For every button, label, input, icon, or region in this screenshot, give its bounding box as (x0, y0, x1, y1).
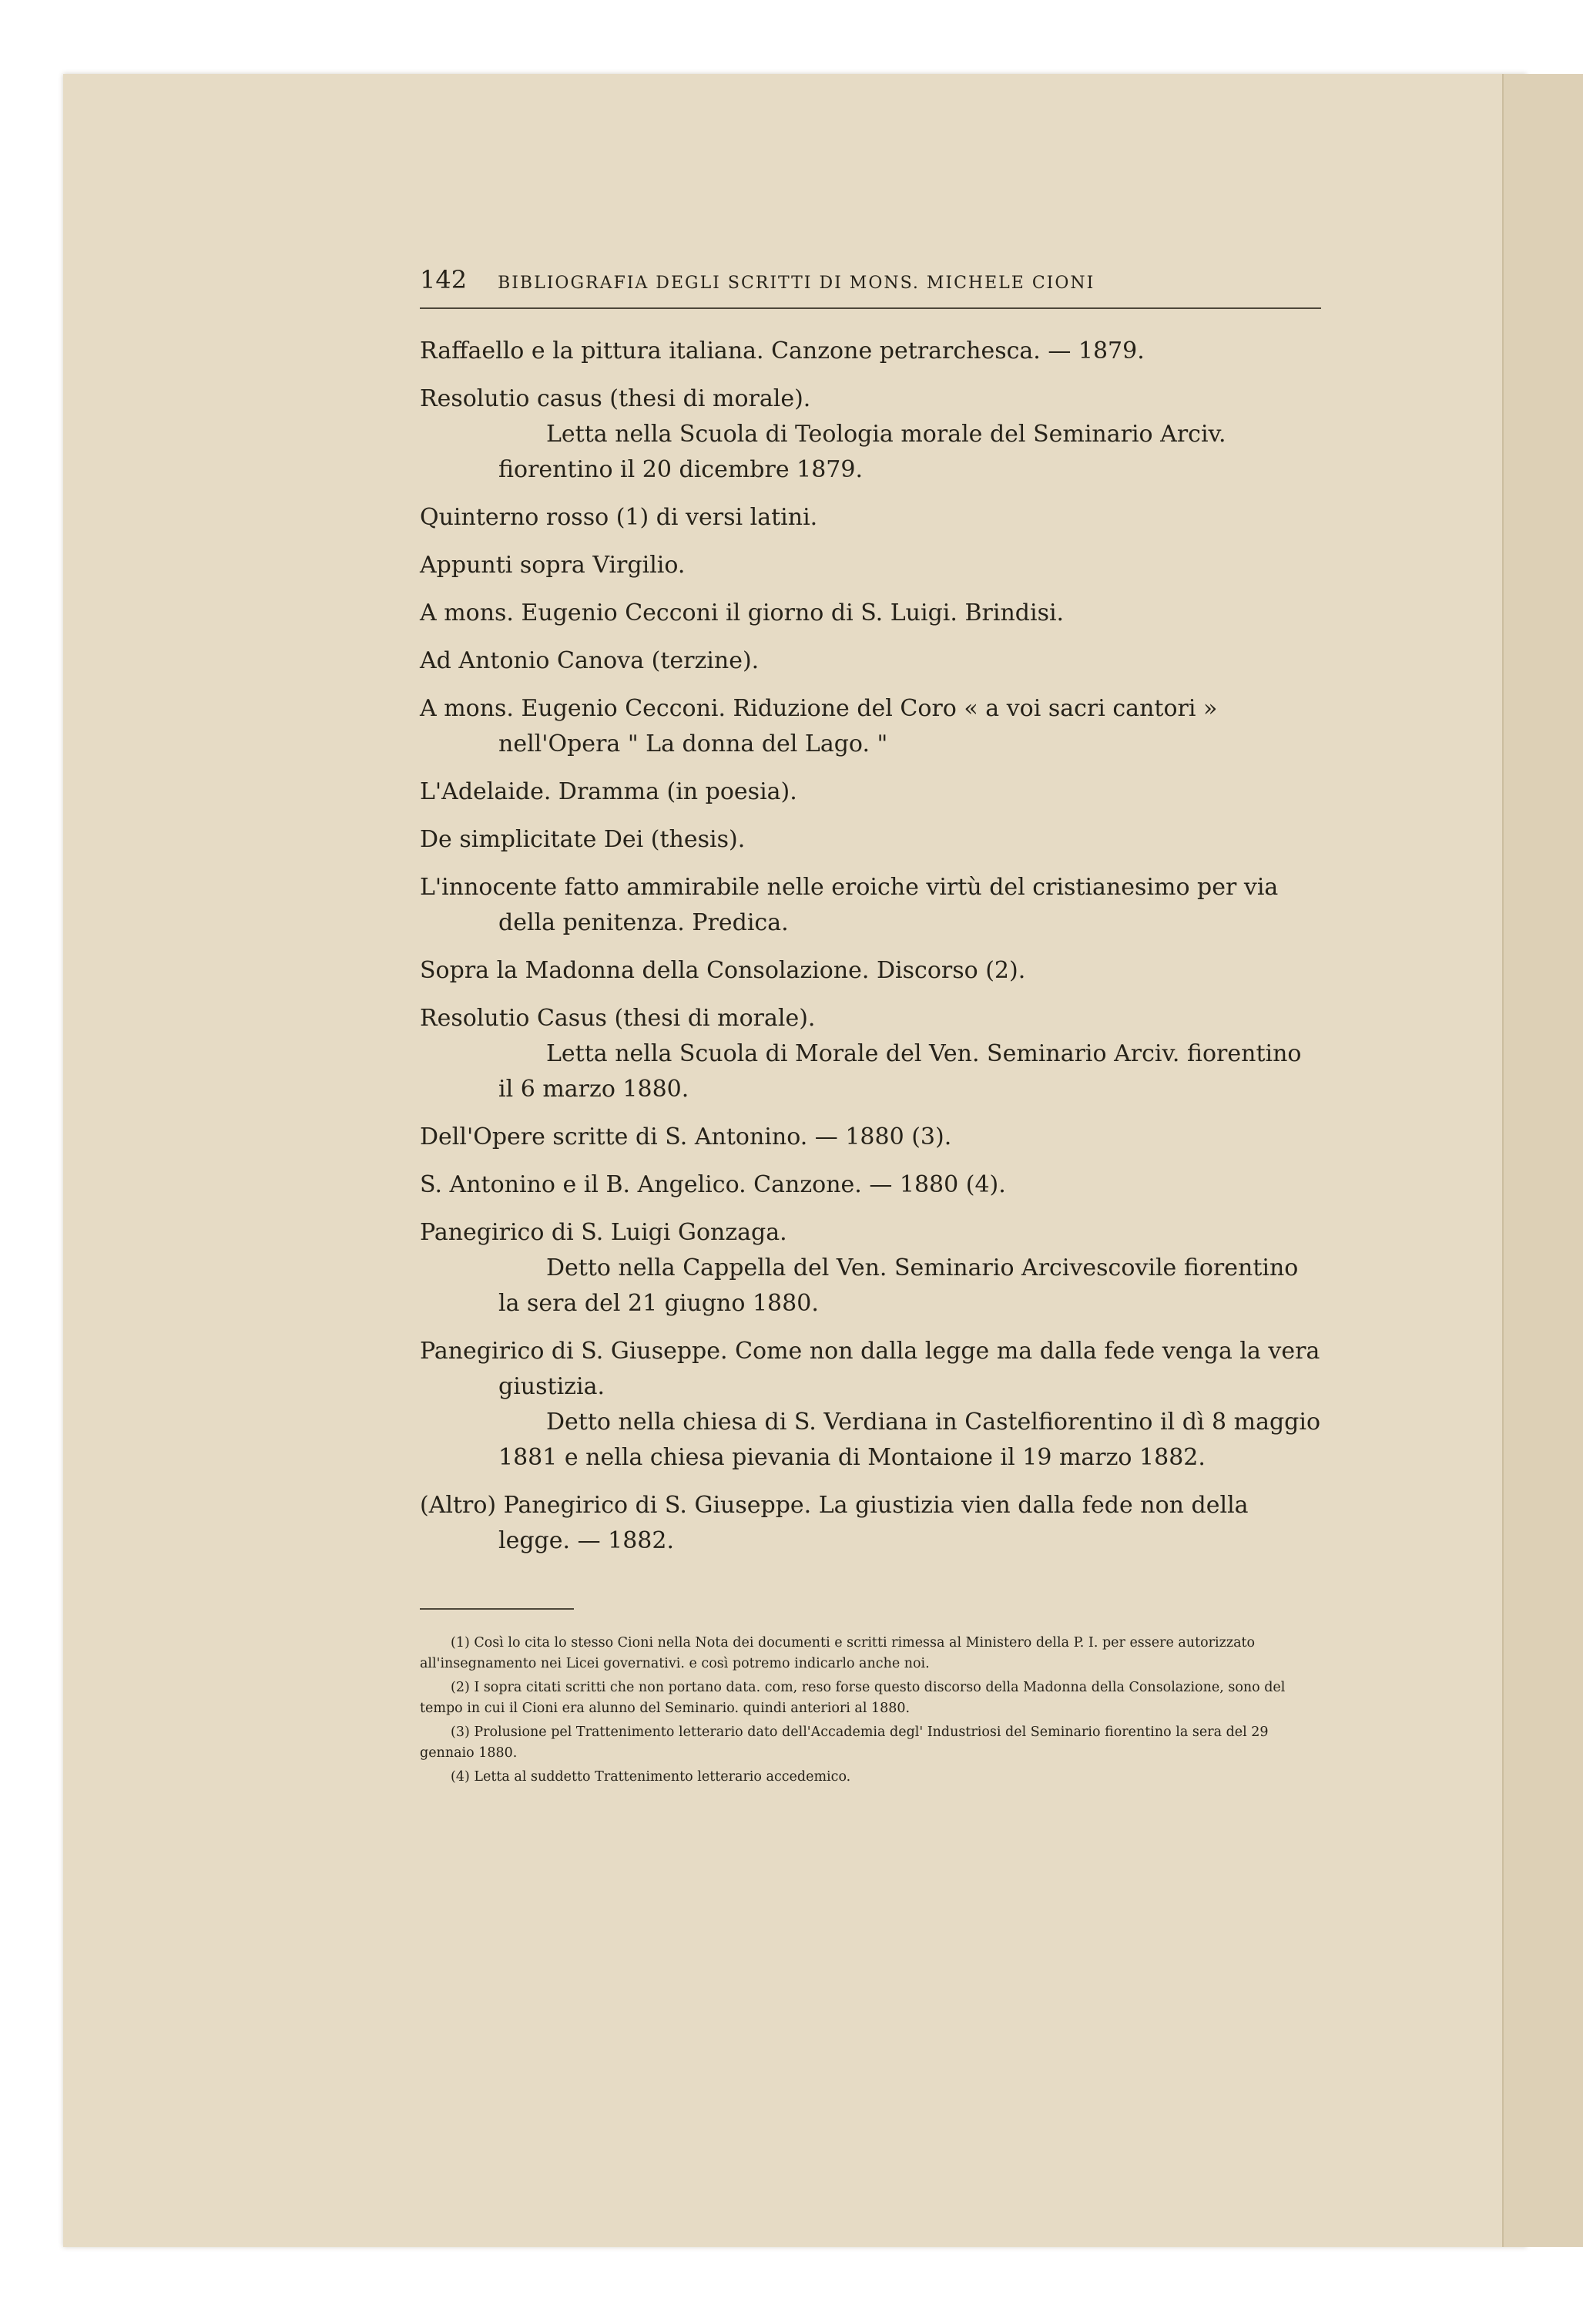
footnotes (420, 1633, 1321, 1788)
footnote: (4) Letta al suddetto Trattenimento letterario accedemico. (451, 1769, 851, 1785)
bibliography-entry: Resolutio Casus (thesi di morale). (420, 1005, 816, 1032)
bibliography-entry: A mons. Eugenio Cecconi. Riduzione del Coro « a voi sacri cantori » nell'Opera " La donna del Lago. " (420, 695, 1218, 757)
bibliography-entry: Resolutio casus (thesi di morale). (420, 385, 811, 412)
footnote-rule (420, 1608, 574, 1610)
adjacent-page-edge (1502, 74, 1583, 2247)
footnote: (3) Prolusione pel Trattenimento letterario dato dell'Accademia degl' Industriosi del Seminario fiorentino la sera del 29 gennaio 1880. (420, 1725, 1269, 1761)
bibliography-entry: Raffaello e la pittura italiana. Canzone petrarchesca. — 1879. (420, 338, 1145, 364)
bibliography-entry: Sopra la Madonna della Consolazione. Discorso (2). (420, 957, 1026, 984)
bibliography-entry: L'innocente fatto ammirabile nelle eroiche virtù del cristianesimo per via della penitenza. Predica. (420, 874, 1279, 936)
entry-note: Detto nella Cappella del Ven. Seminario Arcivescovile fiorentino la sera del 21 giugno 1880. (498, 1254, 1299, 1317)
bibliography-entry: De simplicitate Dei (thesis). (420, 826, 746, 853)
entry-note: Letta nella Scuola di Morale del Ven. Seminario Arciv. fiorentino il 6 marzo 1880. (498, 1040, 1302, 1103)
bibliography-entry: S. Antonino e il B. Angelico. Canzone. — 1880 (4). (420, 1171, 1006, 1198)
footnote: (2) I sopra citati scritti che non portano data. com, reso forse questo discorso della Madonna della Consolazione, sono del tempo in cui il Cioni era alunno del Seminario. quindi anteriori al 1880. (420, 1680, 1286, 1716)
footnote: (1) Così lo cita lo stesso Cioni nella Nota dei documenti e scritti rimessa al Ministero della P. I. per essere autorizzato all'insegnamento nei Licei governativi. e così potremo indicarlo anche noi. (420, 1635, 1256, 1671)
bibliography-entry: Quinterno rosso (1) di versi latini. (420, 504, 818, 531)
bibliography-entry: Dell'Opere scritte di S. Antonino. — 1880 (3). (420, 1123, 952, 1150)
entry-note: Letta nella Scuola di Teologia morale del Seminario Arciv. fiorentino il 20 dicembre 1879. (498, 421, 1226, 483)
page-content (420, 262, 1321, 1791)
bibliography-entry: A mons. Eugenio Cecconi il giorno di S. Luigi. Brindisi. (420, 599, 1065, 626)
bibliography-entry: Panegirico di S. Luigi Gonzaga. (420, 1219, 787, 1246)
bibliography-entry: Appunti sopra Virgilio. (420, 552, 686, 579)
bibliography-entry: L'Adelaide. Dramma (in poesia). (420, 778, 797, 805)
bibliography-entry: (Altro) Panegirico di S. Giuseppe. La giustizia vien dalla fede non della legge. — 1882. (420, 1492, 1249, 1554)
bibliography-entry: Panegirico di S. Giuseppe. Come non dalla legge ma dalla fede venga la vera giustizia. (420, 1338, 1320, 1400)
running-title: BIBLIOGRAFIA DEGLI SCRITTI DI MONS. MICHELE CIONI (498, 274, 1095, 293)
entry-note: Detto nella chiesa di S. Verdiana in Castelfiorentino il dì 8 maggio 1881 e nella chiesa pievania di Montaione il 19 marzo 1882. (498, 1409, 1321, 1471)
bibliography-list (420, 334, 1321, 1559)
bibliography-entry: Ad Antonio Canova (terzine). (420, 647, 760, 674)
page-number: 142 (420, 265, 468, 294)
running-header (420, 262, 1321, 309)
